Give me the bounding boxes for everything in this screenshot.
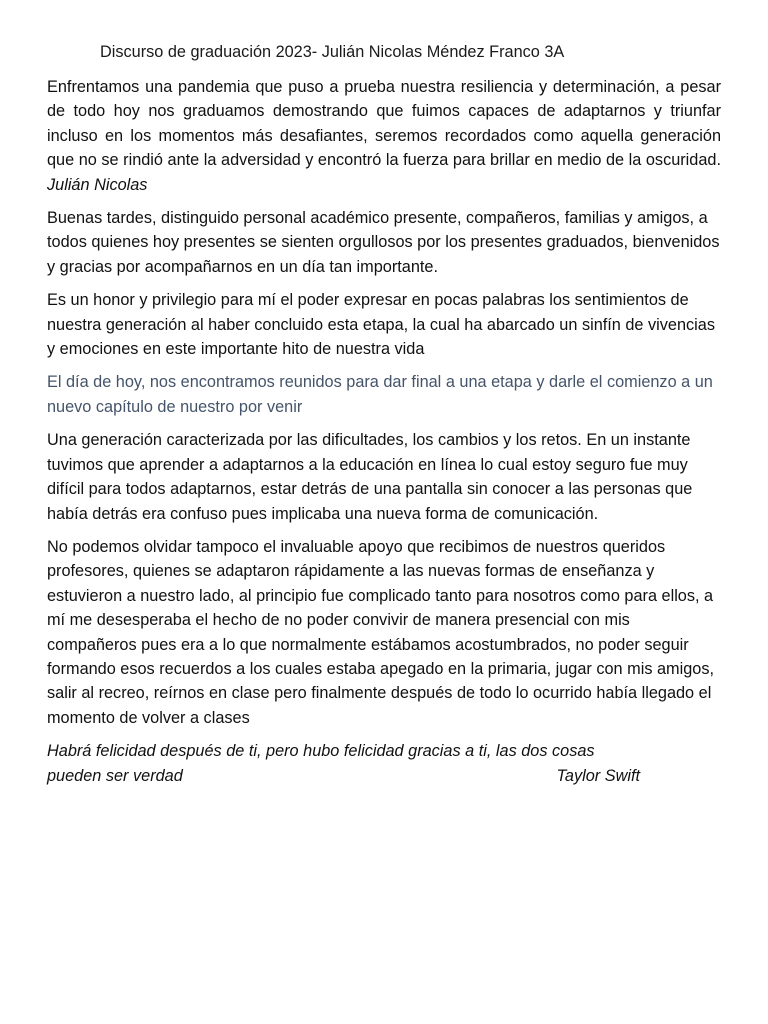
intro-signature: Julián Nicolas — [47, 175, 148, 194]
intro-paragraph — [47, 75, 721, 173]
paragraph-5: No podemos olvidar tampoco el invaluable apoyo que recibimos de nuestros queridos profesores, quienes se adaptaron rápidamente a las nuevas formas de enseñanza y estuvieron a nuestro lado, al principio fue complicado tanto para nosotros como para ellos, a mí me desesperaba el hecho de no poder convivir de manera presencial con mis compañeros pues era a lo que normalmente estábamos acostumbrados, no poder seguir formando esos recuerdos a los cuales estaba apegado en la primaria, jugar con mis amigos, salir al recreo, reírnos en clase pero finalmente después de todo lo ocurrido había llegado el momento de volver a clases — [47, 537, 714, 727]
intro-signature-line — [47, 173, 721, 197]
quote-line-2 — [47, 764, 640, 788]
quote-line-1: Habrá felicidad después de ti, pero hubo felicidad gracias a ti, las dos cosas — [47, 742, 595, 761]
paragraph-4: Una generación caracterizada por las dificultades, los cambios y los retos. En un instante tuvimos que aprender a adaptarnos a la educación en línea lo cual estoy seguro fue muy difícil para todos adaptarnos, estar detrás de una pantalla sin conocer a las personas que había detrás era confuso pues implicaba una nueva forma de comunicación. — [47, 431, 693, 523]
paragraph-2: Es un honor y privilegio para mí el poder expresar en pocas palabras los sentimientos de nuestra generación al haber concluido esta etapa, la cual ha abarcado un sinfín de vivencias y emociones en este importante hito de nuestra vida — [47, 291, 715, 359]
paragraph-1: Buenas tardes, distinguido personal académico presente, compañeros, familias y amigos, a todos quienes hoy presentes se sienten orgullosos por los presentes graduados, bienvenidos y gracias por acompañarnos en un día tan importante. — [47, 209, 720, 276]
intro-text: Enfrentamos una pandemia que puso a prueba nuestra resiliencia y determinación, a pesar de todo hoy nos graduamos demostrando que fuimos capaces de adaptarnos y triunfar incluso en los momentos más desafiantes, seremos recordados como aquella generación que no se rindió ante la adversidad y encontró la fuerza para brillar en medio de la oscuridad. — [47, 78, 721, 170]
paragraph-3: El día de hoy, nos encontramos reunidos para dar final a una etapa y darle el comienzo a un nuevo capítulo de nuestro por venir — [47, 373, 713, 416]
closing-quote — [47, 739, 721, 788]
quote-author: Taylor Swift — [556, 766, 640, 785]
document-title: Discurso de graduación 2023- Julián Nicolas Méndez Franco 3A — [100, 43, 565, 61]
quote-line-2-text: pueden ser verdad — [47, 766, 183, 785]
